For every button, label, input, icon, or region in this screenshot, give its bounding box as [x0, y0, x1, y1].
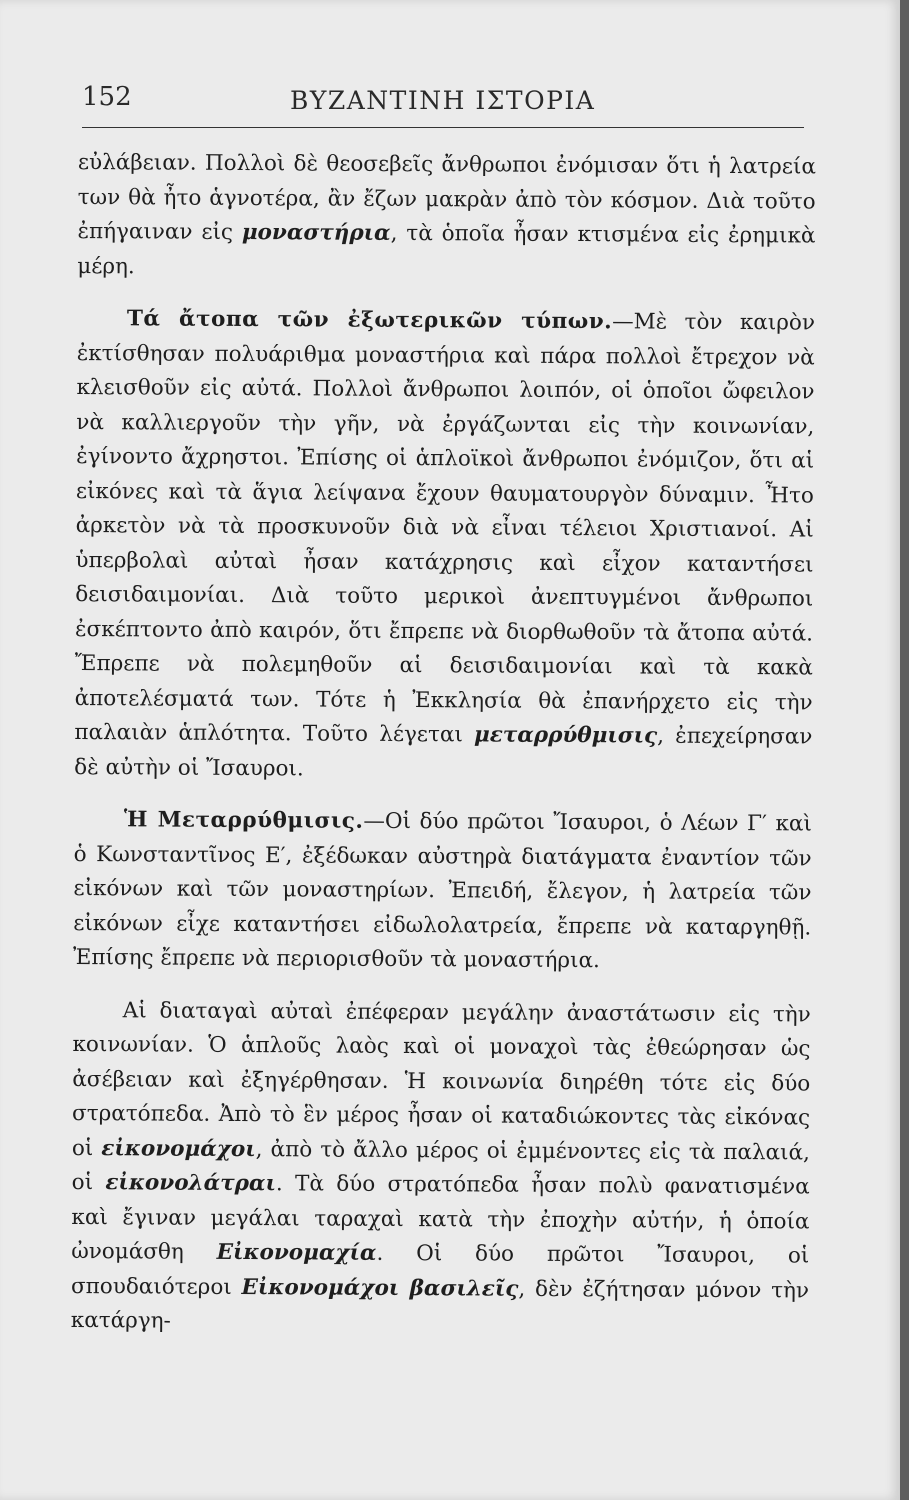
text-run: εὐλάβειαν. Πολλοὶ δὲ θεοσεβεῖς ἄνθρωποι ἐνόμισαν ὅτι ἡ λατρεία των θὰ ἦτο ἁγνοτέρα, ἂν ἔζων μακρὰν ἀπὸ τὸν κόσμον. Διὰ τοῦτο ἐπήγαιναν εἰς — [77, 149, 816, 246]
emphasized-term: εἰκονομάχοι — [101, 1135, 256, 1162]
text-run: Αἱ διαταγαὶ αὐταὶ ἐπέφεραν μεγάλην ἀναστάτωσιν εἰς τὴν κοινωνίαν. Ὁ ἁπλοῦς λαὸς καὶ οἱ μοναχοὶ τὰς ἐθεώρησαν ὡς ἀσέβειαν καὶ ἐξηγέρθησαν. Ἡ κοινωνία διηρέθη τότε εἰς δύο στρατόπεδα. Ἀπὸ τὸ ἓν μέρος ἦσαν οἱ καταδιώκοντες τὰς εἰκόνας οἱ — [71, 997, 811, 1161]
emphasized-term: Εἰκονομαχία — [216, 1239, 377, 1266]
emphasized-term: μοναστήρια — [241, 220, 391, 246]
page-edge-shadow — [900, 0, 909, 1500]
emphasized-term: εἰκονολάτραι — [105, 1170, 276, 1197]
header-rule — [82, 127, 804, 128]
paragraph-iconoclasm — [71, 993, 811, 1343]
section-heading-reform: Ἡ Μεταρρύθμισις. — [123, 807, 364, 834]
paragraph-monasteries — [77, 146, 816, 289]
text-run: —Μὲ τὸν καιρὸν ἐκτίσθησαν πολυάριθμα μοναστήρια καὶ πάρα πολλοὶ ἔτρεχον νὰ κλεισθοῦν εἰς αὐτά. Πολλοὶ ἄνθρωποι λοιπόν, οἱ ὁποῖοι ὤφειλον νὰ καλλιεργοῦν τὴν γῆν, νὰ ἐργάζωνται εἰς τὴν κοινωνίαν, ἐγίνοντο ἄχρηστοι. Ἐπίσης οἱ ἁπλοϊκοὶ ἄνθρωποι ἐνόμιζον, ὅτι αἱ εἰκόνες καὶ τὰ ἅγια λείψανα ἔχουν θαυματουργὸν δύναμιν. Ἦτο ἀρκετὸν νὰ τὰ προσκυνοῦν διὰ νὰ εἶναι τέλειοι Χριστιανοί. Αἱ ὑπερβολαὶ αὐταὶ ἦσαν κατάχρησις καὶ εἶχον καταντήσει δεισιδαιμονίαι. Διὰ τοῦτο μερικοὶ ἀνεπτυγμένοι ἄνθρωποι ἐσκέπτοντο ἀπὸ καιρόν, ὅτι ἔπρεπε νὰ διορθωθοῦν τὰ ἄτοπα αὐτά. Ἔπρεπε νὰ πολεμηθοῦν αἱ δεισιδαιμονίαι καὶ τὰ κακὰ ἀποτελέσματά των. Τότε ἡ Ἐκκλησία θὰ ἐπανήρχετο εἰς τὴν παλαιὰν ἁπλότητα. Τοῦτο λέγεται — [74, 309, 816, 748]
page-header — [82, 82, 804, 122]
text-run: . Οἱ δύο πρῶτοι Ἴσαυροι, οἱ σπουδαιότεροι — [70, 1240, 810, 1300]
text-run: , ἐπεχείρησαν δὲ αὐτὴν οἱ Ἴσαυροι. — [74, 723, 813, 781]
page-number: 152 — [82, 82, 132, 112]
emphasized-term: μεταρρύθμισις — [473, 722, 658, 749]
body-text — [71, 146, 816, 1343]
text-run: , τὰ ὁποῖα ἦσαν κτισμένα εἰς ἐρημικὰ μέρη. — [77, 220, 816, 279]
text-run: —Οἱ δύο πρῶτοι Ἴσαυροι, ὁ Λέων Γ′ καὶ ὁ Κωνσταντῖνος Ε′, ἐξέδωκαν αὐστηρὰ διατάγματα ἐναντίον τῶν εἰκόνων καὶ τῶν μοναστηρίων. Ἐπειδή, ἔλεγον, ἡ λατρεία τῶν εἰκόνων εἶχε καταντήσει εἰδωλολατρεία, ἔπρεπε νὰ καταργηθῇ. Ἐπίσης ἔπρεπε νὰ περιορισθοῦν τὰ μοναστήρια. — [72, 808, 812, 974]
text-run: , ἀπὸ τὸ ἄλλο μέρος οἱ ἐμμένοντες εἰς τὰ παλαιά, οἱ — [71, 1136, 810, 1196]
text-run: . Τὰ δύο στρατόπεδα ἦσαν πολὺ φανατισμένα καὶ ἔγιναν μεγάλαι ταραχαὶ κατὰ τὴν ἐποχὴν αὐτήν, ἡ ὁποία ὠνομάσθη — [71, 1171, 810, 1265]
running-title: ΒΥΖΑΝΤΙΝΗ ΙΣΤΟΡΙΑ — [290, 86, 596, 115]
text-run: , δὲν ἐζήτησαν μόνον τὴν κατάργη- — [70, 1276, 810, 1334]
emphasized-term: Εἰκονομάχοι βασιλεῖς — [241, 1274, 519, 1302]
section-heading-abuses: Τά ἄτοπα τῶν ἐξωτερικῶν τύπων. — [126, 306, 613, 335]
paragraph-reform — [73, 803, 812, 980]
paragraph-abuses — [74, 302, 815, 789]
